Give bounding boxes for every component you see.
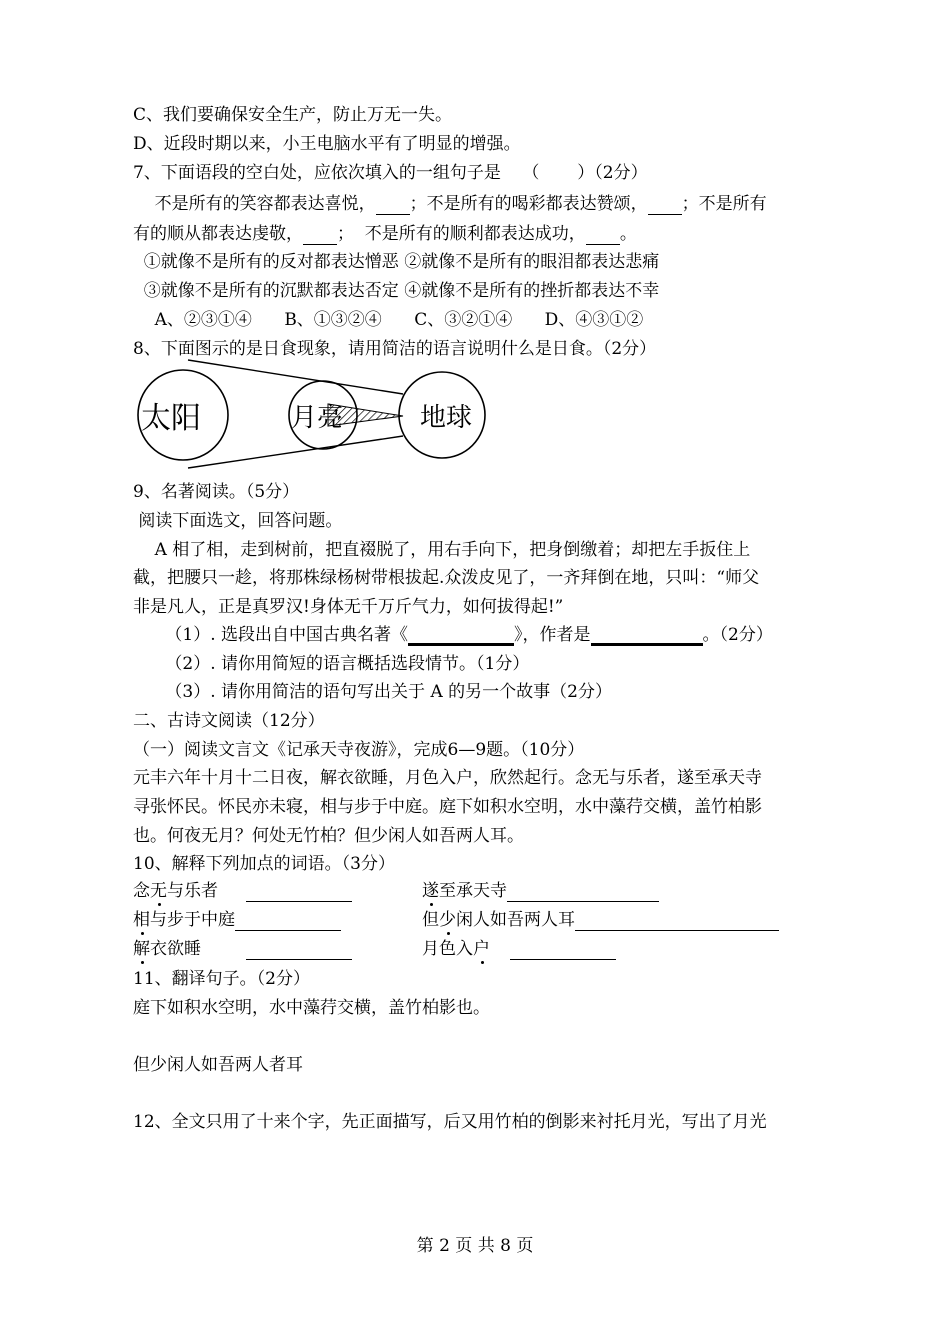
- translate-sentence-1: 庭下如积水空明，水中藻荇交横，盖竹柏影也。: [133, 998, 490, 1018]
- q9-passage-line1: A 相了相，走到树前，把直裰脱了，用右手向下，把身倒缴着；却把左手扳住上: [133, 540, 751, 560]
- option-d: D、近段时期以来，小王电脑水平有了明显的增强。: [133, 134, 521, 154]
- classical-text-line3: 也。何夜无月？何处无竹柏？但少闲人如吾两人耳。: [133, 826, 524, 846]
- classical-text-line1: 元丰六年十月十二日夜，解衣欲睡，月色入户，欣然起行。念无与乐者，遂至承天寺: [133, 768, 762, 788]
- blank: [408, 627, 514, 646]
- section-2-heading: 二、古诗文阅读（12分）: [133, 711, 325, 731]
- blank: [246, 942, 352, 960]
- classical-text-line2: 寻张怀民。怀民亦未寝，相与步于中庭。庭下如积水空明，水中藻荇交横，盖竹柏影: [133, 797, 762, 817]
- word-item-6: 月色入户: [422, 938, 616, 960]
- option-c: C、我们要确保安全生产，防止万无一失。: [133, 105, 453, 125]
- q9-passage-line2: 截，把腰只一趁，将那株绿杨树带根拔起.众泼皮见了，一齐拜倒在地，只叫：“师父: [133, 568, 760, 588]
- question-8: 8、下面图示的是日食现象，请用简洁的语言说明什么是日食。（2分）: [133, 339, 657, 359]
- moon-label: 月亮: [291, 403, 344, 433]
- question-11: 11、翻译句子。（2分）: [133, 969, 310, 989]
- page-footer: 第 2 页 共 8 页: [416, 1236, 534, 1256]
- blank: [246, 884, 352, 902]
- word-item-2: 遂至承天寺: [422, 880, 659, 902]
- blank: [575, 913, 779, 931]
- q7-choices: A、②③①④ B、①③②④ C、③②①④ D、④③①②: [133, 310, 644, 330]
- question-7: 7、下面语段的空白处，应依次填入的一组句子是 （ ）（2分）: [133, 163, 648, 183]
- sun-label: 太阳: [141, 401, 201, 436]
- q9-subquestion-2: （2）. 请你用简短的语言概括选段情节。（1分）: [133, 654, 530, 674]
- blank: [303, 227, 337, 245]
- question-10: 10、解释下列加点的词语。（3分）: [133, 854, 395, 874]
- question-9: 9、名著阅读。（5分）: [133, 482, 300, 502]
- question-12: 12、全文只用了十来个字，先正面描写，后又用竹柏的倒影来衬托月光，写出了月光: [133, 1112, 767, 1132]
- q7-passage-line2: 有的顺从都表达虔敬， ； 不是所有的顺利都表达成功， 。: [133, 224, 637, 244]
- translate-sentence-2: 但少闲人如吾两人者耳: [133, 1055, 303, 1075]
- q9-subquestion-1: （1）. 选段出自中国古典名著《 》，作者是 。（2分）: [133, 625, 773, 645]
- q9-instruction: 阅读下面选文，回答问题。: [133, 511, 343, 531]
- blank: [586, 227, 620, 245]
- blank: [376, 197, 410, 215]
- word-item-5: 解衣欲睡: [133, 938, 352, 960]
- q9-passage-line3: 非是凡人，正是真罗汉!身体无千万斤气力，如何拔得起!”: [133, 597, 564, 617]
- solar-eclipse-diagram: [133, 358, 493, 473]
- section-2-part-1: （一）阅读文言文《记承天寺夜游》，完成6—9题。（10分）: [133, 740, 585, 760]
- blank: [235, 913, 341, 931]
- word-item-3: 相与步于中庭: [133, 909, 341, 931]
- q7-sentences-3-4: ③就像不是所有的沉默都表达否定 ④就像不是所有的挫折都表达不幸: [133, 281, 660, 301]
- word-item-4: 但少闲人如吾两人耳: [422, 909, 779, 931]
- q7-sentences-1-2: ①就像不是所有的反对都表达憎恶 ②就像不是所有的眼泪都表达悲痛: [133, 252, 660, 272]
- blank: [510, 942, 616, 960]
- blank: [507, 884, 659, 902]
- blank: [648, 197, 682, 215]
- q7-passage-line1: 不是所有的笑容都表达喜悦， ；不是所有的喝彩都表达赞颂， ；不是所有: [133, 194, 767, 214]
- word-item-1: 念无与乐者: [133, 880, 352, 902]
- earth-label: 地球: [420, 403, 473, 433]
- q9-subquestion-3: （3）. 请你用简洁的语句写出关于 A 的另一个故事（2分）: [133, 682, 612, 702]
- blank: [591, 627, 703, 646]
